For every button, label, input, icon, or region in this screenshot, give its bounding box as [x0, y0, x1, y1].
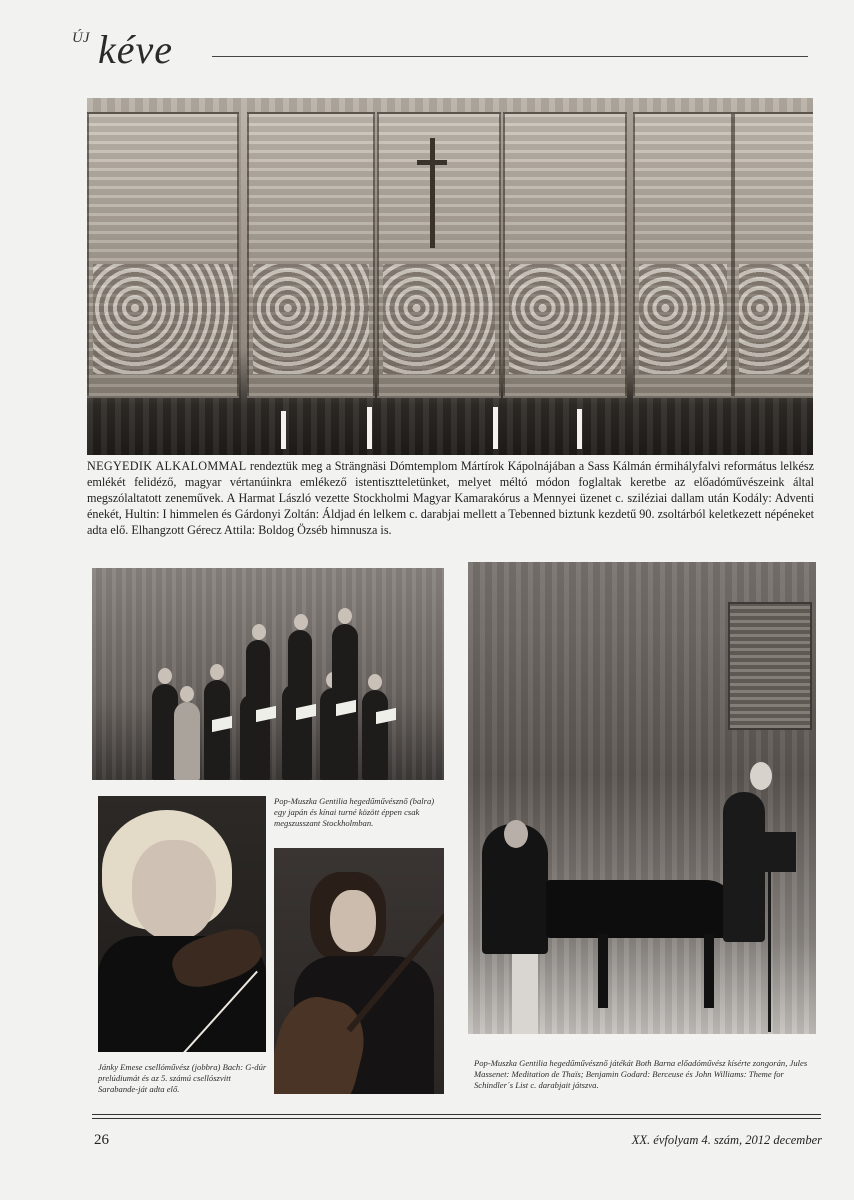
choir-photo — [92, 568, 444, 780]
recital-photo — [468, 562, 816, 1034]
music-folder — [296, 704, 316, 720]
altarpiece — [728, 602, 812, 730]
pianist-head — [504, 820, 528, 848]
caption-recital: Pop-Muszka Gentilia hegedűművésznő játékát Both Barna előadóművész kísérte zongorán, Jules Massenet: Meditation de Thaïs; Benjamin Godard: Berceuse és John Williams: Theme for Schindler´s List c. darabjait játszva. — [474, 1058, 808, 1090]
altar-panel — [247, 112, 375, 398]
caption-cellist: Jánky Emese csellóművész (jobbra) Bach: G-dúr prelúdiumát és az 5. számú csellószvitt Sarabande-ját adta elő. — [98, 1062, 267, 1094]
logo-prefix: ÚJ — [72, 30, 90, 46]
candle — [281, 411, 286, 449]
violinist-head — [750, 762, 772, 790]
choir-singer — [362, 690, 388, 780]
intro-body: rendeztük meg a Strängnäsi Dómtemplom Mártírok Kápolnájában a Sass Kálmán érmihályfalvi református lelkész emlékét felidéző, magyar vértanúinkra emlékező istentisztteletünket, melyet méltó módon foglaltak keretbe az előadóművészeink által megszólaltatott zeneművek. A Harmat László vezette Stockholmi Magyar Kamarakórus a Mennyei üzenet c. sziléziai dallam után Kodály: Adventi énekét, Hultin: I himmelen és Gárdonyi Zoltán: Áldjad én lelkem c. darabjai mellett a Tebenned biztunk kezdetű 90. zsoltárból keletkezett népéneket adta elő. Elhangzott Gérecz Attila: Boldog Özséb himnusza is. — [87, 459, 814, 537]
crucifix-icon — [417, 138, 447, 248]
music-stand — [740, 832, 796, 872]
caption-violinist: Pop-Muszka Gentilia hegedűművésznő (balra) egy japán és kínai turné között éppen csak megszusszant Stockholmban. — [274, 796, 435, 828]
footer-rule — [92, 1118, 821, 1119]
violinist-portrait — [98, 796, 266, 1052]
candle — [367, 407, 372, 449]
altar-panel-right — [733, 112, 813, 398]
cellist-portrait — [274, 848, 444, 1094]
candle — [577, 409, 582, 449]
candle — [493, 407, 498, 449]
choir-singer — [174, 702, 200, 780]
music-folder — [376, 708, 396, 724]
footer-rule — [92, 1114, 821, 1115]
page-number: 26 — [94, 1132, 109, 1148]
music-stand-pole — [768, 872, 771, 1032]
grand-piano — [546, 880, 736, 938]
issue-info: XX. évfolyam 4. szám, 2012 december — [631, 1133, 822, 1147]
altar-panel — [503, 112, 627, 398]
altar-panel — [633, 112, 733, 398]
music-folder — [256, 706, 276, 722]
article-intro — [87, 458, 814, 538]
magazine-logo: kéve — [98, 27, 174, 72]
piano-leg — [598, 934, 608, 1008]
altar-photo — [87, 98, 813, 455]
piano-leg — [704, 934, 714, 1008]
altar-panel-left — [87, 112, 239, 398]
masthead-rule — [212, 56, 808, 57]
intro-lead: NEGYEDIK ALKALOMMAL — [87, 459, 247, 473]
